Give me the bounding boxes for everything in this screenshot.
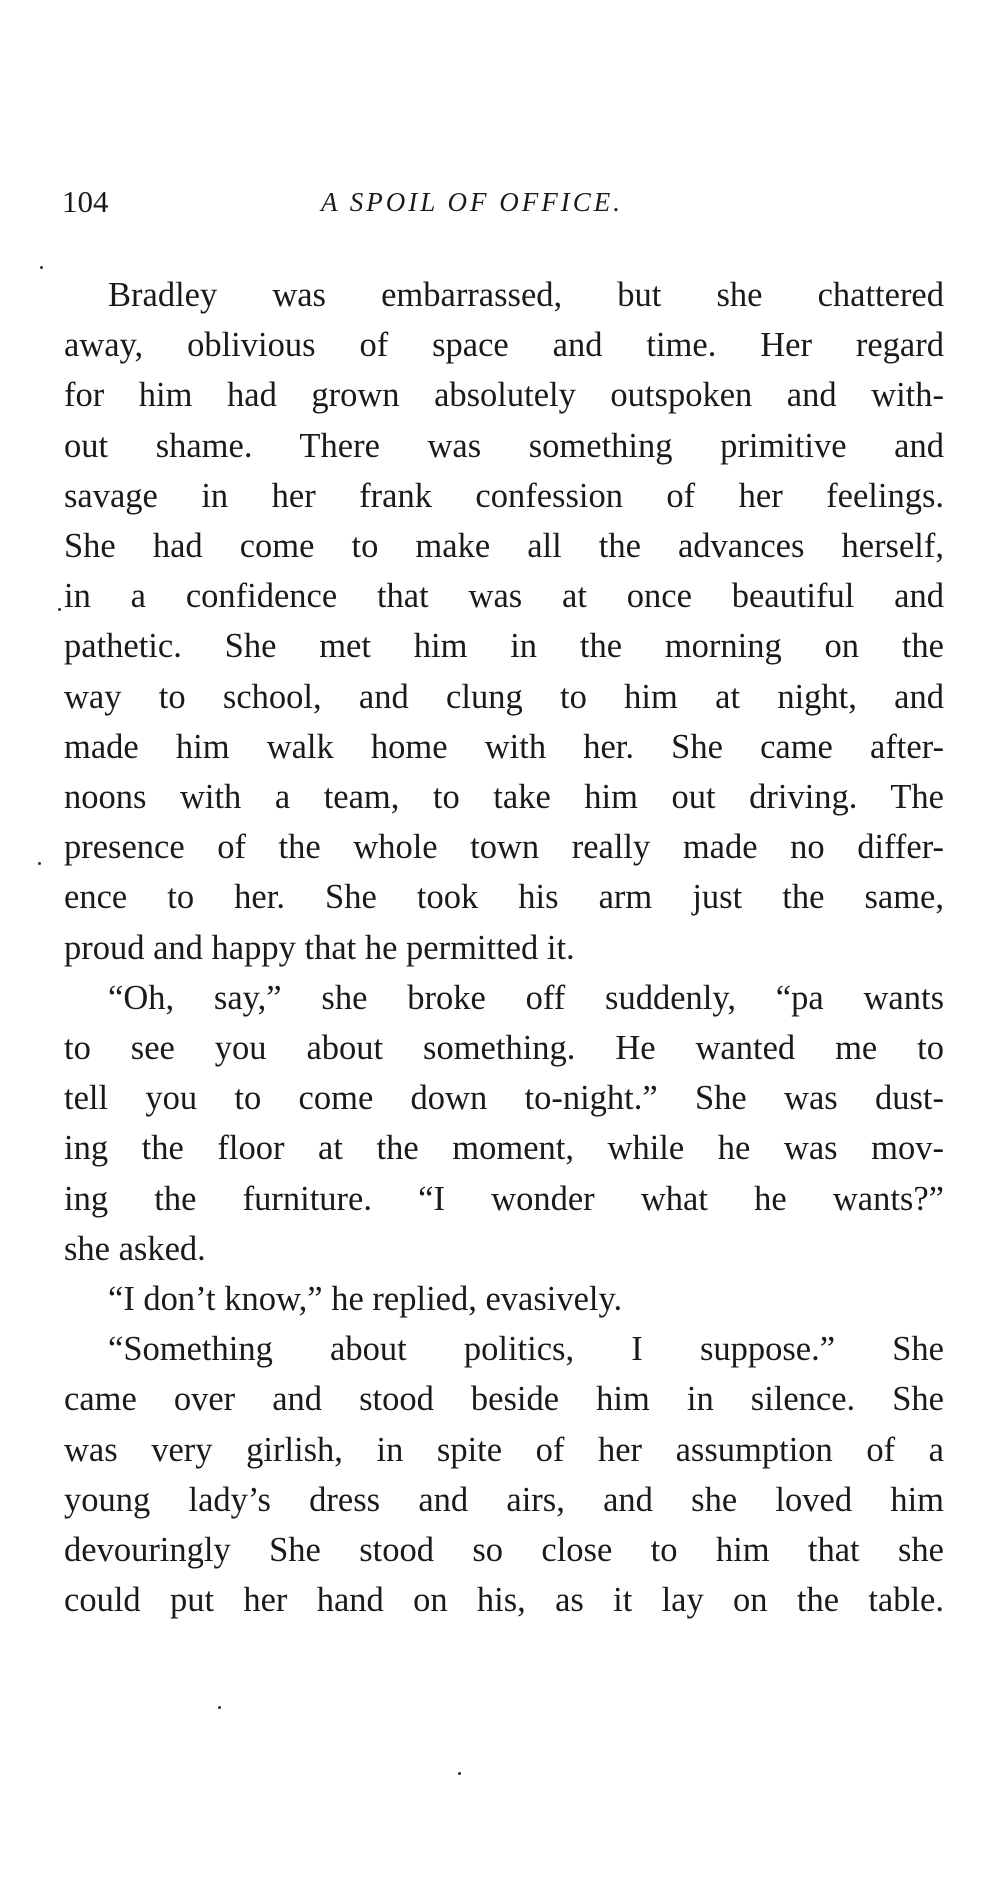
text-line: tell you to come down to-night.” She was dust- [64, 1079, 944, 1118]
text-line: devouringly She stood so close to him that she [64, 1531, 944, 1570]
text-line: young lady’s dress and airs, and she loved him [64, 1480, 944, 1519]
text-line: Bradley was embarrassed, but she chattered [108, 276, 944, 314]
text-line: came over and stood beside him in silence. She [64, 1380, 944, 1419]
page-number: 104 [62, 184, 109, 219]
paragraph [64, 973, 944, 1274]
text-line: “Oh, say,” she broke off suddenly, “pa wants [108, 978, 944, 1017]
text-line: “Something about politics, I suppose.” She [108, 1330, 944, 1369]
text-line: savage in her frank confession of her feelings. [64, 476, 944, 515]
text-line: ence to her. She took his arm just the same, [64, 878, 944, 917]
running-head [62, 180, 950, 224]
print-speck [40, 266, 43, 269]
text-line: she asked. [64, 1229, 206, 1268]
text-line: ing the floor at the moment, while he was mov- [64, 1129, 944, 1168]
text-line: proud and happy that he permitted it. [64, 928, 575, 967]
paragraph [64, 1324, 944, 1625]
text-line: to see you about something. He wanted me to [64, 1029, 944, 1068]
text-line: in a confidence that was at once beautiful and [64, 577, 944, 616]
text-line: could put her hand on his, as it lay on the table. [64, 1581, 944, 1620]
text-line: She had come to make all the advances herself, [64, 527, 944, 566]
text-line: made him walk home with her. She came after- [64, 727, 944, 766]
body-text [64, 270, 944, 1625]
text-line: way to school, and clung to him at night, and [64, 677, 944, 716]
print-speck [458, 1772, 461, 1775]
text-line: away, oblivious of space and time. Her regard [64, 326, 944, 365]
print-speck [58, 608, 61, 611]
running-title: A SPOIL OF OFFICE. [321, 187, 623, 217]
text-line: out shame. There was something primitive and [64, 426, 944, 465]
text-line: “I don’t know,” he replied, evasively. [108, 1280, 623, 1319]
text-line: pathetic. She met him in the morning on the [64, 627, 944, 666]
paragraph [64, 1274, 944, 1324]
print-speck [38, 862, 41, 865]
print-speck [218, 1706, 221, 1709]
text-line: for him had grown absolutely outspoken and with- [64, 376, 944, 415]
paragraph [64, 270, 944, 973]
text-line: ing the furniture. “I wonder what he wants?” [64, 1179, 944, 1218]
text-line: noons with a team, to take him out driving. The [64, 778, 944, 817]
text-line: was very girlish, in spite of her assumption of a [64, 1430, 944, 1469]
text-line: presence of the whole town really made no differ- [64, 828, 944, 867]
